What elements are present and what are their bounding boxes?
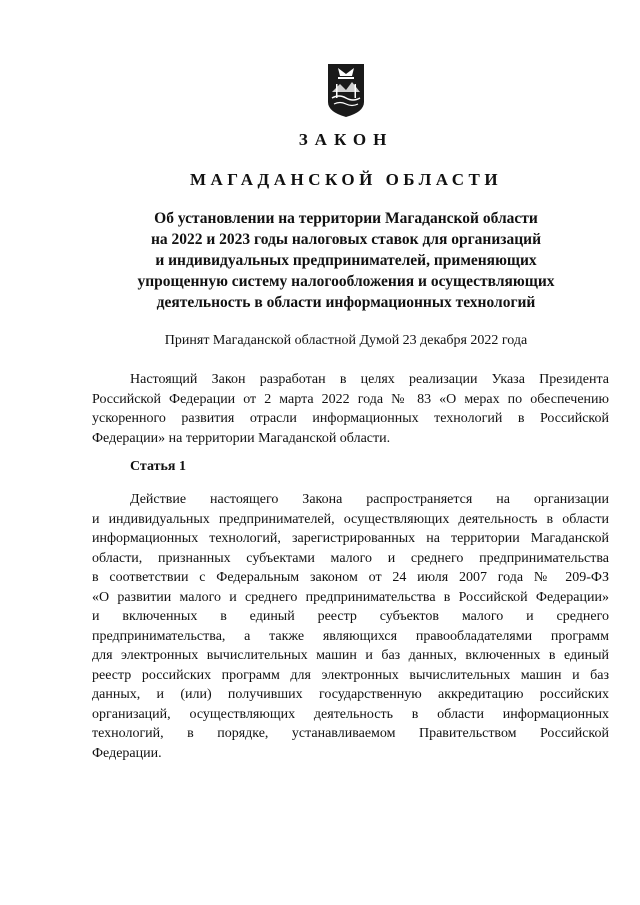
subject-line: деятельность в области информационных технологий	[156, 294, 536, 311]
article-line: предпринимательства, а также являющихся правообладателями программ	[92, 628, 609, 644]
article-line: области, признанных субъектами малого и среднего предпринимательства	[92, 550, 609, 566]
article-1-paragraph	[92, 490, 609, 763]
article-line: организаций, осуществляющих деятельность в области информационных	[92, 706, 609, 722]
article-line: для электронных вычислительных машин и баз данных, включенных в единый	[92, 648, 609, 663]
article-line: и включенных в единый реестр субъектов малого и среднего	[92, 609, 609, 624]
subject-line: упрощенную систему налогообложения и осуществляющих	[137, 273, 555, 290]
adoption-note: Принят Магаданской областной Думой 23 декабря 2022 года	[164, 333, 528, 348]
article-line: в соответствии с Федеральным законом от 24 июля 2007 года № 209-ФЗ	[92, 570, 609, 585]
article-line: «О развитии малого и среднего предпринимательства в Российской Федерации»	[92, 589, 609, 605]
intro-line: ускоренного развития отрасли информационных технологий в Российской	[92, 411, 609, 426]
article-line: данных, и (или) получивших государственную аккредитацию российских	[92, 687, 609, 702]
subject-line: Об установлении на территории Магаданской области	[154, 210, 538, 227]
law-title: ЗАКОН	[298, 130, 394, 149]
article-line: Действие настоящего Закона распространяется на организации	[130, 492, 609, 507]
intro-line: Российской Федерации от 2 марта 2022 года № 83 «О мерах по обеспечению	[92, 391, 609, 407]
article-line: и индивидуальных предпринимателей, осуществляющих деятельность в области	[92, 511, 609, 527]
article-heading: Статья 1	[130, 459, 186, 474]
law-subject	[96, 208, 596, 313]
article-line: информационных технологий, зарегистрированных на территории Магаданской	[92, 531, 609, 546]
region-title: МАГАДАНСКОЙ ОБЛАСТИ	[189, 170, 503, 189]
intro-paragraph	[92, 370, 609, 448]
intro-line: Настоящий Закон разработан в целях реализации Указа Президента	[130, 372, 609, 387]
article-line: реестр российских программ для электронных вычислительных машин и баз	[92, 667, 609, 683]
intro-line: Федерации» на территории Магаданской области.	[92, 430, 391, 446]
article-line: Федерации.	[92, 745, 162, 761]
coat-of-arms-icon	[326, 62, 366, 118]
subject-line: и индивидуальных предпринимателей, применяющих	[155, 252, 537, 269]
subject-line: на 2022 и 2023 годы налоговых ставок для организаций	[150, 231, 542, 248]
article-line: технологий, в порядке, устанавливаемом Правительством Российской	[92, 726, 609, 741]
